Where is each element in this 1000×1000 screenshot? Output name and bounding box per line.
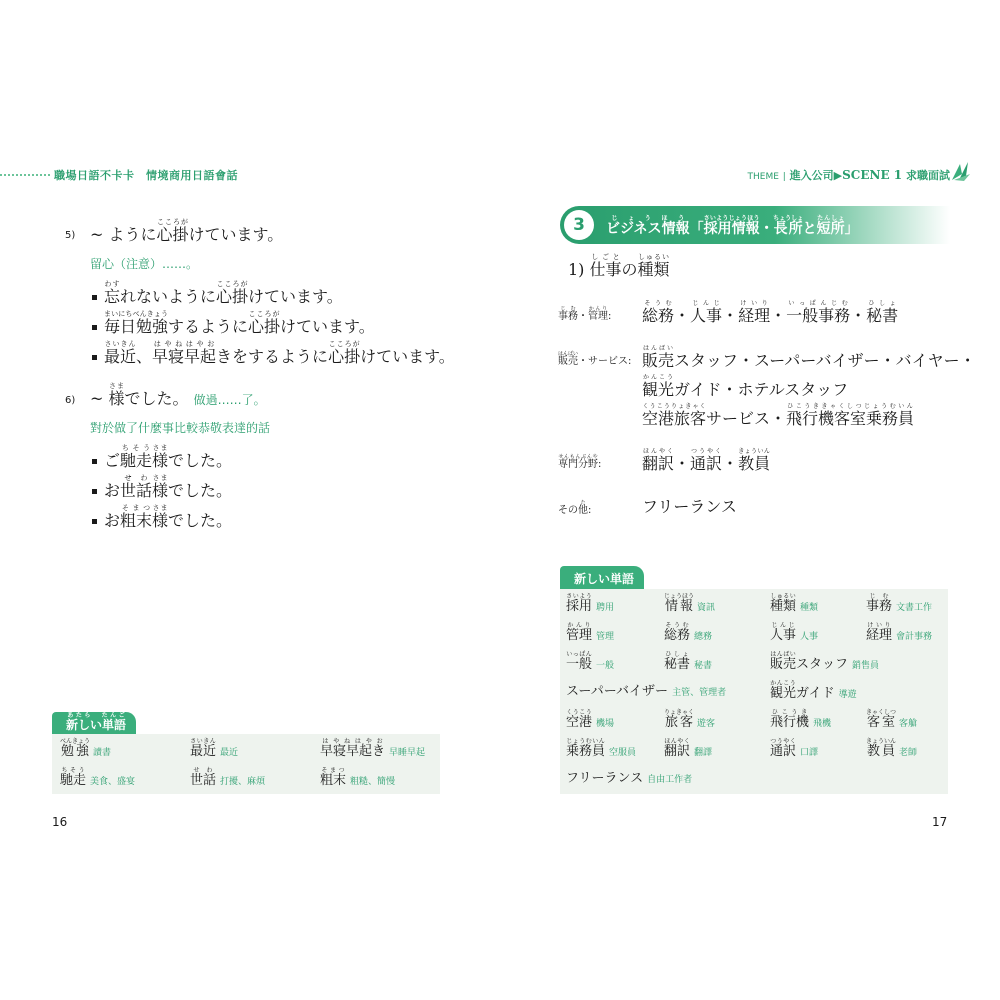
vocab-term <box>770 709 810 730</box>
bullet-icon <box>92 489 97 494</box>
vocab-item <box>770 651 879 672</box>
vocab-term <box>664 709 695 730</box>
vocab-meaning: 最近 <box>220 748 239 758</box>
job-list-line: 販売はんばいスタッフ・スーパーバイザー・バイヤー・ <box>642 345 976 370</box>
ruby-word: 経理けいり <box>866 622 893 643</box>
ruby-word: 観光かんこう <box>642 374 675 399</box>
example-sentence: 最近さいきん、早寝早起はやねはやおきをするように心掛こころがけています。 <box>92 340 455 370</box>
ruby-word: 販売はんばい <box>558 351 579 367</box>
vocab-item <box>60 738 111 759</box>
vocab-term <box>320 738 386 759</box>
ruby-word: 飛行機ひこうき <box>770 709 810 730</box>
vocab-term <box>664 593 695 614</box>
vocab-item <box>190 767 265 788</box>
tilde: ~ <box>90 389 104 408</box>
bullet-icon <box>92 325 97 330</box>
vocab-item <box>566 622 614 643</box>
job-list-line: 空港旅客くうこうりょきゃくサービス・飛行機客室乗務員ひこうききゃくしつじょうむいん <box>642 403 915 428</box>
book-title: 職場日語不卡卡 情境商用日語會話 <box>54 169 238 182</box>
vocab-term <box>770 738 797 759</box>
job-list-line: フリーランス <box>642 497 737 516</box>
vocab-term <box>566 709 593 730</box>
subsection-title: 1) 仕事しごとの種類しゅるい <box>568 253 670 279</box>
vocab-term <box>60 767 87 788</box>
vocab-term <box>866 622 893 643</box>
ruby-word: 様さま <box>152 504 169 530</box>
vocab-item <box>320 738 425 759</box>
vocab-item <box>770 680 857 701</box>
vocab-item <box>664 593 715 614</box>
ruby-word: 翻訳ほんやく <box>664 738 691 759</box>
bullet-icon <box>92 519 97 524</box>
section-title: ビジネス情報じょうほう「採用情報さいようじょうほう・長所ちょうしょと短所たんしょ」 <box>606 215 859 237</box>
section-number: 3 <box>564 210 594 240</box>
vocab-meaning: 美食、盛宴 <box>90 777 136 787</box>
vocab-meaning: 遊客 <box>697 719 716 729</box>
example-sentence: ご馳走ちそう様さまでした。 <box>92 444 232 474</box>
job-list-line: 観光かんこうガイド・ホテルスタッフ <box>642 374 849 399</box>
ruby-word: 他た <box>578 500 588 516</box>
ruby-word: 秘書ひしょ <box>664 651 691 672</box>
ruby-word: 世話せわ <box>190 767 217 788</box>
vocab-box-left <box>52 734 440 794</box>
ruby-word: 早寝早起きはやねはやお <box>320 738 386 759</box>
ruby-word: 空港旅客くうこうりょきゃく <box>642 403 707 428</box>
vocab-meaning: 口譯 <box>800 748 819 758</box>
bullet-icon <box>92 295 97 300</box>
page-number: 17 <box>932 815 948 829</box>
ruby-word: 事務じむ <box>558 306 578 322</box>
ruby-word: 乗務員じょうむいん <box>566 738 606 759</box>
ruby-word: 教員きょういん <box>866 738 897 759</box>
ruby-word: 最近さいきん <box>190 738 217 759</box>
ruby-word: 採用さいよう <box>566 593 593 614</box>
chapter-header <box>748 167 950 183</box>
vocab-meaning: 老師 <box>899 748 918 758</box>
vocab-item <box>866 738 917 759</box>
ruby-word: 忘わす <box>104 280 121 306</box>
ruby-word: 早寝早起はやねはやお <box>152 340 217 366</box>
vocab-meaning: 導遊 <box>838 690 857 700</box>
vocab-meaning: 資訊 <box>697 603 716 613</box>
ruby-word: 観光かんこう <box>770 680 797 701</box>
category-label: 事務じむ・管理かんり: <box>558 306 612 322</box>
vocab-term <box>566 651 593 672</box>
crane-icon <box>950 160 972 182</box>
vocab-meaning: 飛機 <box>813 719 832 729</box>
bullet-icon <box>92 355 97 360</box>
vocab-term <box>664 622 691 643</box>
example-sentence: 忘わすれないように心掛こころがけています。 <box>92 280 455 310</box>
vocab-item <box>866 709 917 730</box>
scene-label: SCENE 1 <box>842 168 903 182</box>
vocab-term <box>566 622 593 643</box>
ruby-word: 販売はんばい <box>642 345 675 370</box>
example-sentence: お世話せわ様さまでした。 <box>92 474 232 504</box>
vocab-term <box>866 738 897 759</box>
ruby-word: 事務じむ <box>866 593 893 614</box>
vocab-tab: 新しい単語 <box>560 566 644 591</box>
vocab-meaning: 讀書 <box>93 748 112 758</box>
ruby-word: 経理けいり <box>738 300 771 325</box>
theme-label: THEME <box>747 172 779 182</box>
vocab-item <box>866 593 932 614</box>
tilde: ~ <box>90 225 104 244</box>
vocab-item <box>664 709 715 730</box>
vocab-meaning: 人事 <box>800 632 819 642</box>
vocab-item <box>566 738 636 759</box>
vocab-term <box>60 738 91 759</box>
ruby-word: 短所たんしょ <box>816 215 845 237</box>
vocab-meaning: 秘書 <box>694 661 713 671</box>
vocab-term <box>770 622 797 643</box>
vocab-meaning: 客艙 <box>899 719 918 729</box>
ruby-word: 毎日勉強まいにちべんきょう <box>104 310 169 336</box>
ruby-word: ビジネス情報じょうほう <box>606 215 690 237</box>
vocab-item <box>190 738 238 759</box>
grammar-pattern-6 <box>90 382 266 409</box>
vocab-term <box>664 738 691 759</box>
item-number: 5) <box>65 230 76 241</box>
ruby-word: 秘書ひしょ <box>866 300 899 325</box>
ruby-word: 管理かんり <box>566 622 593 643</box>
vocab-item <box>320 767 395 788</box>
ruby-word: 通訳つうやく <box>770 738 797 759</box>
vocab-term <box>320 767 347 788</box>
vocab-meaning: 粗糙、簡慢 <box>350 777 396 787</box>
ruby-word: 通訳つうやく <box>690 448 723 473</box>
pattern-meaning: 做過……了。 <box>193 393 266 407</box>
ruby-word: 情報じょうほう <box>664 593 695 614</box>
ruby-word: 種類しゅるい <box>770 593 797 614</box>
grammar-note-5: 留心（注意）……。 <box>90 257 199 271</box>
ruby-word: 飛行機客室乗務員ひこうききゃくしつじょうむいん <box>786 403 915 428</box>
vocab-item <box>566 767 692 786</box>
section-label: 進入公司 <box>789 169 834 182</box>
pattern-text: でした。 <box>124 389 189 408</box>
ruby-word: 粗末そまつ <box>320 767 347 788</box>
vocab-term: フリーランス <box>566 771 644 786</box>
ruby-word: 翻訳ほんやく <box>642 448 675 473</box>
vocab-meaning: 文書工作 <box>896 603 933 613</box>
vocab-term: 販売はんばいスタッフ <box>770 651 849 672</box>
page-number: 16 <box>52 815 68 829</box>
vocab-item <box>664 738 712 759</box>
example-sentence: 毎日勉強まいにちべんきょうするように心掛こころがけています。 <box>92 310 455 340</box>
vocab-term <box>566 593 593 614</box>
vocab-meaning: 主管、管理者 <box>672 688 727 698</box>
header-separator: | <box>782 172 786 182</box>
ruby-word: 客室きゃくしつ <box>866 709 897 730</box>
vocab-meaning: 種類 <box>800 603 819 613</box>
ruby-word: 最近さいきん <box>104 340 137 366</box>
ruby-word: 人事じんじ <box>770 622 797 643</box>
vocab-term <box>566 738 606 759</box>
vocab-meaning: 翻譯 <box>694 748 713 758</box>
vocab-item <box>566 593 614 614</box>
ruby-word: 総務そうむ <box>664 622 691 643</box>
ruby-word: 種類しゅるい <box>637 253 670 279</box>
arrow-icon: ▶ <box>833 169 843 182</box>
vocab-meaning: 自由工作者 <box>647 775 693 785</box>
ruby-word: 人事じんじ <box>690 300 723 325</box>
vocab-box-right <box>560 589 948 794</box>
vocab-meaning: 空服員 <box>609 748 637 758</box>
vocab-item <box>60 767 135 788</box>
ruby-word: 空港くうこう <box>566 709 593 730</box>
example-sentence: お粗末そまつ様さまでした。 <box>92 504 232 534</box>
vocab-term: スーパーバイザー <box>566 684 669 699</box>
ruby-word: 粗末そまつ <box>120 504 153 530</box>
vocab-item <box>866 622 932 643</box>
job-list-line: 翻訳ほんやく・通訳つうやく・教員きょういん <box>642 448 771 473</box>
header-dotted-rule <box>0 174 50 176</box>
vocab-item <box>770 709 831 730</box>
ruby-word: 仕事しごと <box>589 253 622 279</box>
vocab-item <box>770 738 818 759</box>
ruby-word: 総務そうむ <box>642 300 675 325</box>
ruby-word: 世話せわ <box>120 474 153 500</box>
ruby-word: 心掛こころが <box>216 280 249 306</box>
ruby-word: 様さま <box>108 382 125 408</box>
section-banner <box>560 206 950 244</box>
ruby-word: 長所ちょうしょ <box>773 215 804 237</box>
vocab-meaning: 早睡早起 <box>389 748 426 758</box>
ruby-word: 馳走ちそう <box>60 767 87 788</box>
category-label: 販売はんばい・サービス: <box>558 351 632 367</box>
job-list-line: 総務そうむ・人事じんじ・経理けいり・一般事務いっぱんじむ・秘書ひしょ <box>642 300 899 325</box>
vocab-item <box>566 651 614 672</box>
vocab-item <box>770 622 818 643</box>
category-label: その他た: <box>558 500 592 516</box>
ruby-word: 馳走ちそう <box>120 444 153 470</box>
vocab-item <box>566 680 726 699</box>
example-list-5 <box>92 280 455 370</box>
ruby-word: 一般いっぱん <box>566 651 593 672</box>
ruby-word: 販売はんばい <box>770 651 797 672</box>
vocab-meaning: 機場 <box>596 719 615 729</box>
ruby-word: 採用情報さいようじょうほう <box>703 215 760 237</box>
pattern-text: けています。 <box>188 225 284 244</box>
item-number: 6) <box>65 395 76 406</box>
vocab-meaning: 會計事務 <box>896 632 933 642</box>
bullet-icon <box>92 459 97 464</box>
vocab-meaning: 一般 <box>596 661 615 671</box>
vocab-meaning: 總務 <box>694 632 713 642</box>
vocab-item <box>770 593 818 614</box>
vocab-item <box>664 622 712 643</box>
ruby-word: 勉強べんきょう <box>60 738 91 759</box>
ruby-word: 旅客りょきゃく <box>664 709 695 730</box>
ruby-word: 管理かんり <box>588 306 608 322</box>
vocab-tab: 新しい単語あたら たんご <box>52 712 136 737</box>
vocab-term <box>866 709 897 730</box>
vocab-term <box>866 593 893 614</box>
ruby-word: 様さま <box>152 474 169 500</box>
grammar-pattern-5 <box>90 218 283 245</box>
vocab-item <box>566 709 614 730</box>
vocab-term: 観光かんこうガイド <box>770 680 835 701</box>
vocab-meaning: 銷售員 <box>852 661 880 671</box>
example-list-6 <box>92 444 232 534</box>
ruby-word: 一般事務いっぱんじむ <box>786 300 851 325</box>
ruby-word: 心掛こころが <box>156 218 189 244</box>
pattern-text: ように <box>108 225 157 244</box>
ruby-word: 心掛こころが <box>248 310 281 336</box>
vocab-item <box>664 651 712 672</box>
vocab-term <box>190 738 217 759</box>
scene-title: 求職面試 <box>906 169 950 182</box>
ruby-word: 教員きょういん <box>738 448 771 473</box>
ruby-word: 専門分野せんもんぶんや <box>558 454 598 470</box>
category-label: 専門分野せんもんぶんや: <box>558 454 602 470</box>
ruby-word: 様さま <box>152 444 169 470</box>
vocab-meaning: 管理 <box>596 632 615 642</box>
grammar-note-6: 對於做了什麼事比較恭敬表達的話 <box>90 421 271 435</box>
vocab-meaning: 打擾、麻煩 <box>220 777 266 787</box>
vocab-term <box>770 593 797 614</box>
vocab-term <box>664 651 691 672</box>
ruby-word: 心掛こころが <box>328 340 361 366</box>
vocab-meaning: 聘用 <box>596 603 615 613</box>
vocab-term <box>190 767 217 788</box>
